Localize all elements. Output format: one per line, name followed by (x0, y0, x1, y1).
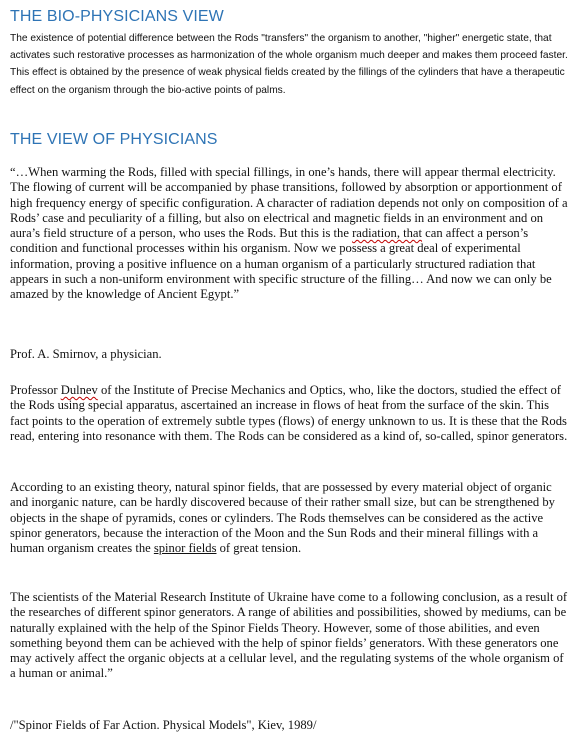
heading-bio-physicians-view: THE BIO-PHYSICIANS VIEW (10, 8, 224, 25)
spellcheck-marked-name: Dulnev (60, 383, 98, 397)
spinor-theory-paragraph (10, 480, 570, 556)
intro-paragraph: The existence of potential difference between the Rods "transfers" the organism to another, "higher" energetic state, that activates such restorative processes as harmonization of the whole organism much deeper and makes them proceed faster. This effect is obtained by the presence of weak physical fields created by the fillings of the cylinders that have a therapeutic effect on the organism through the bio-active points of palms. (10, 33, 568, 96)
dulnev-text-part2: of the Institute of Precise Mechanics and Optics, who, like the doctors, studied the effect of the Rods using special apparatus, ascertained an increase in flows of heat from the surface of the skin. This fact points to the operation of extremely subtle types (flows) of energy unknown to us. It is these that the Rods read, entering into resonance with them. The Rods can be considered as a kind of, so-called, spinor generators. (10, 383, 568, 443)
dulnev-text-part1: Professor (10, 383, 61, 397)
quote-text-part1: “…When warming the Rods, filled with special fillings, in one’s hands, there will appear thermal electricity. The flowing of current will be accompanied by phase transitions, followed by absorption or apportionment of high frequency energy of specific configuration. A character of radiation depends not only on composition of a Rods’ case and peculiarity of a filling, but also on electrical and magnetic fields in an environment and on aura’s field structure of a person, who uses the Rods. But this is the (10, 165, 568, 241)
spinor-text-part1: According to an existing theory, natural spinor fields, that are possessed by every material object of organic and inorganic nature, can be hardly discovered because of their rather small size, but can be strengthened by objects in the shape of pyramids, cones or cylinders. The Rods themselves can be considered as the active spinor generators, because the interaction of the Moon and the Sun Rods and their mineral fillings with a human organism creates the (10, 480, 555, 556)
spellcheck-marked-text: radiation, that (352, 226, 423, 241)
underlined-spinor-fields: spinor fields (153, 541, 217, 556)
signature-line: Prof. A. Smirnov, a physician. (10, 347, 162, 361)
dulnev-paragraph (10, 383, 570, 444)
spinor-text-part2: of great tension. (216, 541, 302, 556)
quote-text-part2: can affect a person’s condition and functional processes within his organism. Now we possess a great deal of experimental information, proving a positive influence on a human organism of a particularly structured radiation that appears in such a non-uniform environment with specific structure of the filling… And now we can only be amazed by the knowledge of Ancient Egypt.” (10, 226, 552, 302)
scientists-paragraph: The scientists of the Material Research Institute of Ukraine have come to a following conclusion, as a result of the researches of different spinor generators. A range of abilities and possibilities, showed by mediums, can be naturally explained with the help of the Spinor Fields Theory. However, some of those abilities, and even something beyond them can be achieved with the help of spinor fields’ generators. With these generators one may actively affect the organic objects at a cellular level, and the regulating systems of the whole organism of a human or animal.” (10, 590, 568, 681)
quote-paragraph (10, 165, 570, 303)
citation-line: /"Spinor Fields of Far Action. Physical Models", Kiev, 1989/ (10, 718, 317, 732)
heading-view-of-physicians: THE VIEW OF PHYSICIANS (10, 131, 218, 148)
